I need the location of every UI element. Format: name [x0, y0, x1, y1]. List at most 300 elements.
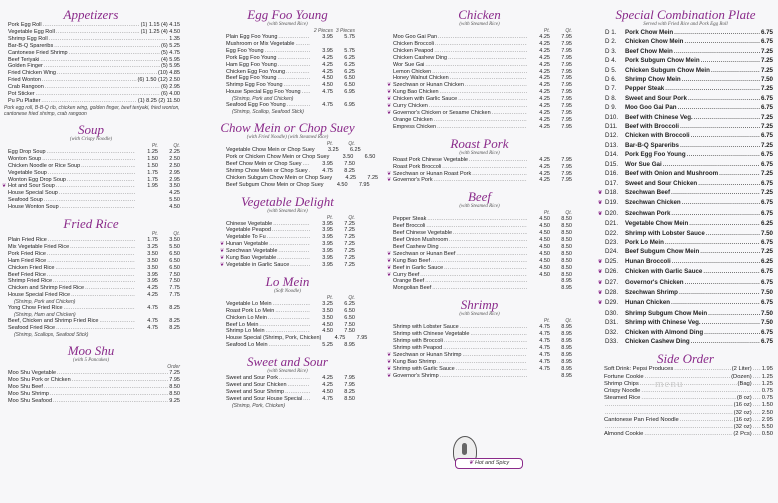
item-price-small: 4.75 — [147, 325, 158, 331]
item-code: D 3. — [605, 47, 617, 55]
leader-dots — [265, 48, 310, 55]
item-name: Pot Sticker — [8, 91, 35, 98]
item-price-small: 4.75 — [147, 305, 158, 312]
item-price-small: 4.25 — [539, 109, 550, 116]
item-name: Wor Sue Gai — [393, 61, 425, 68]
leader-dots — [425, 62, 527, 69]
item-name: Chicken Cashew Ding — [393, 54, 448, 61]
menu-item — [2, 318, 180, 325]
item-price-small: 4.75 — [147, 318, 158, 325]
menu-item — [598, 309, 773, 318]
leader-dots — [438, 34, 527, 41]
menu-item — [387, 285, 572, 292]
chili-pepper-icon: ❦ — [468, 460, 474, 466]
leader-dots — [47, 258, 135, 265]
item-code: D12. — [605, 132, 619, 140]
item-price-large: 7.25 — [344, 227, 355, 234]
leader-dots — [53, 398, 168, 405]
leader-dots — [679, 288, 760, 297]
item-price-small: 3.95 — [322, 255, 333, 262]
item-name: Sweet and Sour Pork — [625, 94, 687, 102]
leader-dots — [701, 56, 760, 65]
vegetable-delight-section — [220, 195, 355, 269]
fried-rice-header-1: Pt. — [151, 231, 158, 238]
menu-item — [2, 325, 180, 332]
hot-spicy-icon: ❦ — [387, 170, 392, 177]
hot-spicy-icon: ❦ — [220, 255, 225, 262]
item-price: 6.75 — [760, 328, 773, 336]
leader-dots — [277, 75, 310, 82]
item-price: 7.25 — [760, 113, 773, 121]
item-price-small: 3.50 — [342, 153, 354, 160]
shrimp-header-1: Pt. — [543, 318, 550, 325]
item-price-large: 5.75 — [344, 34, 355, 40]
hot-spicy-icon: ❦ — [387, 271, 392, 278]
egg-foo-young-header-1: 2 Pieces — [313, 28, 333, 34]
hot-spicy-icon: ❦ — [598, 189, 603, 196]
item-price-large: 6.95 — [344, 102, 355, 109]
menu-item — [598, 247, 773, 256]
leader-dots — [287, 102, 310, 109]
item-name: Seafood Soup — [8, 197, 43, 204]
item-price: 7.25 — [169, 369, 180, 376]
item-name: Szechwan Shrimp — [625, 288, 678, 296]
menu-item — [598, 198, 773, 208]
item-name: Roast Pork Chinese Vegetable — [393, 156, 468, 163]
item-name: Chicken and Shrimp Fried Rice — [8, 285, 85, 292]
menu-item — [220, 234, 355, 241]
chicken-title: Chicken — [458, 7, 501, 22]
leader-dots — [708, 309, 760, 318]
leader-dots — [671, 298, 760, 307]
item-price-large: 2.50 — [169, 162, 180, 169]
leader-dots — [444, 265, 527, 272]
item-name: Moo Shu Shrimp — [8, 390, 49, 397]
item-name: Crab Rangoon — [8, 84, 44, 91]
item-price-small: 4.50 — [539, 257, 550, 264]
leader-dots — [753, 366, 761, 373]
lo-mein-header-2: Qt. — [348, 294, 355, 301]
item-price-small: 1.75 — [147, 237, 158, 244]
menu-item — [387, 82, 572, 89]
item-price: 6.75 — [760, 299, 773, 307]
item-name: Roast Pork Lo Mein — [226, 307, 275, 314]
leader-dots — [57, 70, 157, 77]
menu-item — [2, 278, 180, 285]
item-name: Moo Goo Gai Pan — [625, 104, 677, 112]
leader-dots — [272, 227, 310, 234]
item-name: Vegetable Lo Mein — [226, 300, 272, 307]
item-price-small: 4.50 — [322, 389, 333, 395]
item-quantity: (Bag) — [737, 380, 752, 387]
item-name: Ham Fried Rice — [8, 257, 47, 264]
item-code: D16. — [605, 170, 619, 178]
item-name: Governor's Chicken or Sesame Chicken — [393, 109, 491, 116]
chicken-section — [387, 8, 572, 131]
hot-spicy-icon: ❦ — [387, 89, 392, 96]
item-name: Kung Bao Chicken — [393, 89, 439, 96]
menu-item — [598, 431, 773, 438]
leader-dots — [72, 377, 169, 384]
column-3 — [387, 4, 572, 386]
menu-item — [387, 278, 572, 285]
item-name: Beef, Chicken and Shrimp Fried Rice — [8, 318, 99, 325]
hot-spicy-icon: ❦ — [387, 351, 392, 358]
menu-item — [387, 164, 572, 171]
menu-item — [2, 50, 180, 57]
leader-dots — [663, 160, 760, 169]
menu-item — [598, 188, 773, 198]
item-code: D 4. — [605, 57, 617, 65]
leader-dots — [48, 170, 135, 177]
menu-item — [220, 382, 355, 389]
menu-item — [387, 75, 572, 82]
leader-dots — [462, 352, 527, 359]
item-price-large: 7.25 — [344, 234, 355, 241]
menu-item — [2, 285, 180, 292]
item-price-large: 8.95 — [561, 351, 572, 358]
menu-item — [2, 70, 180, 77]
item-price-small: 3.95 — [147, 278, 158, 285]
menu-item — [598, 288, 773, 298]
item-price-large: 6.50 — [344, 307, 355, 314]
leader-dots — [71, 292, 135, 299]
leader-dots — [687, 150, 760, 159]
menu-item — [598, 257, 773, 267]
item-name: Chicken with Garlic Sauce — [393, 96, 458, 103]
leader-dots — [753, 410, 761, 417]
item-price-large: 7.50 — [344, 160, 355, 167]
item-price-large: 5.75 — [344, 47, 355, 54]
item-name: Beef Chow Mein or Chop Suey — [226, 160, 302, 167]
menu-item — [387, 338, 572, 345]
item-price-large: 7.95 — [561, 103, 572, 110]
leader-dots — [453, 230, 527, 237]
item-name: Golden Finger — [8, 63, 43, 70]
menu-item — [387, 345, 572, 352]
leader-dots — [711, 66, 760, 75]
item-price: 6.75 — [760, 151, 773, 159]
roast-pork-subtitle: (with Steamed Rice) — [459, 150, 500, 156]
item-price-large: 6.25 — [344, 61, 355, 68]
hot-spicy-label: Hot and Spicy — [474, 460, 510, 466]
item-price: 7.95 — [169, 376, 180, 383]
item-code: D27. — [605, 278, 619, 286]
item-code: D20. — [605, 209, 619, 217]
item-price-large: 8.95 — [561, 372, 572, 379]
lo-mein-title: Lo Mein — [265, 273, 310, 289]
beef-header-1: Pt. — [543, 210, 550, 217]
item-name: Shrimp Egg Foo Young — [226, 82, 283, 89]
hot-spicy-icon: ❦ — [387, 257, 392, 264]
item-price: 7.25 — [760, 170, 773, 178]
menu-item — [598, 388, 773, 395]
leader-dots — [286, 69, 310, 76]
item-name: Wonton Soup — [8, 155, 42, 162]
leader-dots — [437, 124, 527, 131]
menu-item — [2, 384, 180, 391]
item-name: House Special Soup — [8, 190, 58, 197]
item-name: Seafood Fried Rice — [8, 325, 56, 331]
item-quantity: (8 oz) — [736, 395, 752, 402]
menu-item — [387, 366, 572, 373]
item-note: (Shrimp, Pork and Chicken) — [14, 299, 76, 306]
item-price: (1) 8.25 (2) 11.50 — [137, 97, 180, 104]
item-name: Seafood Lo Mein — [226, 342, 268, 349]
chicken-header-2: Qt. — [565, 28, 572, 34]
item-price: 7.25 — [760, 188, 773, 196]
item-price-small: 4.75 — [539, 324, 550, 331]
item-name: Beef with Onion and Mushroom — [625, 170, 719, 178]
item-name: Chicken Chow Mein — [625, 38, 684, 46]
item-price-large: 6.25 — [344, 300, 355, 307]
item-price-large: 8.95 — [561, 285, 572, 292]
leader-dots — [40, 57, 160, 64]
menu-item — [598, 56, 773, 65]
hot-spicy-icon: ❦ — [220, 241, 225, 248]
item-note: (Shrimp, Pork and Chicken) — [232, 96, 294, 103]
menu-item — [220, 34, 355, 41]
item-name: Pepper Steak — [625, 85, 665, 93]
item-code: D28. — [605, 288, 619, 296]
leader-dots — [266, 328, 310, 335]
leader-dots — [268, 315, 310, 322]
item-price: 6.75 — [760, 199, 773, 207]
hot-spicy-icon: ❦ — [387, 358, 392, 365]
item-price-small: 4.50 — [539, 223, 550, 230]
item-price-small: 4.50 — [322, 321, 333, 328]
item-price-small: 1.50 — [147, 155, 158, 162]
leader-dots — [53, 278, 135, 285]
item-price: 7.50 — [760, 319, 773, 327]
item-name: Beef Cashew Ding — [393, 243, 439, 250]
menu-item — [387, 157, 572, 164]
menu-item — [2, 292, 180, 299]
item-price-large: 8.25 — [169, 305, 180, 312]
item-name: Chicken Broccoli — [393, 40, 434, 47]
item-price-small: 3.95 — [322, 241, 333, 248]
leader-dots — [684, 37, 760, 46]
item-price-large: 2.25 — [169, 148, 180, 155]
leader-dots — [703, 267, 760, 276]
menu-item — [220, 227, 355, 234]
appetizers-title: Appetizers — [63, 7, 119, 22]
menu-item — [387, 117, 572, 124]
leader-dots — [682, 75, 760, 84]
hot-spicy-icon: ❦ — [387, 264, 392, 271]
menu-item — [220, 55, 355, 62]
leader-dots — [43, 22, 140, 29]
item-name: Vegetable Peapod — [226, 227, 271, 234]
menu-item — [387, 216, 572, 223]
item-price-large: 7.25 — [344, 248, 355, 255]
item-price-large: 7.50 — [169, 278, 180, 285]
item-name: Chicken with Garlic Sauce — [625, 268, 703, 276]
leader-dots — [44, 63, 160, 70]
menu-item — [2, 177, 180, 184]
hot-spicy-icon: ❦ — [220, 248, 225, 255]
leader-dots — [605, 410, 733, 417]
leader-dots — [49, 36, 169, 43]
item-name: Szechwan Pork — [625, 209, 671, 217]
item-price-large: 7.50 — [169, 271, 180, 278]
item-price-small: 4.25 — [539, 177, 550, 184]
leader-dots — [665, 84, 760, 93]
item-name: Beef Subgum Chow Mein — [625, 248, 700, 256]
menu-item — [2, 370, 180, 377]
menu-item — [220, 181, 370, 189]
item-price: 1.95 — [761, 366, 773, 373]
leader-dots — [429, 103, 527, 110]
item-price-small: 4.25 — [539, 82, 550, 89]
item-price-small: 1.25 — [147, 148, 158, 155]
leader-dots — [42, 156, 135, 163]
item-price-small: 3.95 — [322, 47, 333, 54]
leader-dots — [277, 255, 310, 262]
item-name: Shrimp with Chinese Veg. — [625, 319, 701, 327]
item-price-large: 7.25 — [367, 174, 379, 181]
item-price: 7.25 — [760, 85, 773, 93]
shrimp-title: Shrimp — [460, 297, 499, 313]
item-note: (Shrimp, Scallop, Seafood Stick) — [232, 109, 304, 116]
item-price-small: 1.75 — [147, 169, 158, 176]
item-code: D21. — [605, 220, 619, 228]
menu-item — [220, 221, 355, 228]
item-price-small: 3.25 — [322, 300, 333, 307]
item-name: Shrimp with Peapod — [393, 345, 443, 351]
item-price-large: 8.95 — [561, 365, 572, 372]
item-price-small: 4.25 — [539, 75, 550, 82]
item-name: Egg Foo Young — [226, 47, 264, 54]
item-price-small: 4.50 — [539, 230, 550, 237]
leader-dots — [67, 177, 135, 184]
menu-item — [2, 244, 180, 251]
menu-item — [387, 324, 572, 331]
menu-item — [598, 75, 773, 84]
item-price-small: 4.50 — [322, 82, 333, 89]
leader-dots — [269, 241, 310, 248]
hot-spicy-icon: ❦ — [2, 183, 7, 190]
hot-spicy-icon: ❦ — [387, 109, 392, 116]
beef-header-2: Qt. — [565, 210, 572, 217]
sweet-and-sour-section — [220, 355, 355, 409]
item-code: D19. — [605, 199, 619, 207]
item-price-large: 7.75 — [169, 292, 180, 299]
item-price: 6.25 — [760, 220, 773, 228]
menu-item — [598, 395, 773, 402]
item-name: Pork Chow Mein — [625, 29, 674, 36]
item-price-large: 6.50 — [344, 75, 355, 82]
item-code: D33. — [605, 338, 619, 345]
menu-item — [2, 57, 180, 64]
menu-item — [2, 170, 180, 177]
item-price-small: 4.75 — [539, 338, 550, 345]
item-price-large: 5.50 — [169, 243, 180, 250]
sweet-and-sour-title: Sweet and Sour — [247, 354, 328, 370]
leader-dots — [277, 55, 310, 62]
item-price-large: 8.95 — [561, 358, 572, 365]
leader-dots — [435, 41, 527, 48]
item-name: Moo Shu Pork or Chicken — [8, 376, 71, 383]
leader-dots — [440, 373, 527, 380]
item-price-large: 7.25 — [344, 220, 355, 227]
hot-spicy-icon: ❦ — [598, 258, 603, 265]
menu-item — [598, 337, 773, 346]
lo-mein-subtitle: (Soft Noodle) — [274, 288, 301, 294]
leader-dots — [425, 278, 527, 285]
item-price-large: 7.95 — [344, 382, 355, 389]
menu-item — [220, 147, 361, 154]
item-price-large: 8.50 — [561, 216, 572, 223]
item-price-small: 4.50 — [539, 250, 550, 257]
item-price-large: 6.95 — [344, 89, 355, 96]
item-price-small: 4.25 — [539, 116, 550, 123]
leader-dots — [426, 223, 527, 230]
leader-dots — [674, 366, 730, 373]
leader-dots — [303, 396, 310, 403]
menu-item — [2, 149, 180, 156]
item-price: 7.25 — [760, 141, 773, 149]
item-name: House Special Egg Foo Young — [226, 89, 301, 96]
item-price: 5.50 — [761, 424, 773, 431]
item-name: Curry Chicken — [393, 103, 428, 110]
item-name: Chicken Lo Mein — [226, 314, 267, 321]
menu-item — [598, 381, 773, 388]
item-name: Pork Fried Rice — [8, 250, 46, 257]
item-price: 8.50 — [169, 390, 180, 397]
item-price-large: 6.25 — [344, 54, 355, 61]
item-name: Wor Sue Gai — [625, 160, 662, 168]
menu-item — [387, 331, 572, 338]
item-price-small: 4.75 — [322, 167, 333, 174]
item-price-small: 4.75 — [334, 335, 346, 342]
item-name: Beef Subgum Chow Mein or Chop Suey — [226, 181, 324, 188]
item-name: Shrimp Subgum Chow Mein — [625, 309, 708, 317]
item-price-small: 4.50 — [539, 271, 550, 278]
item-price-large: 7.95 — [561, 47, 572, 54]
item-name: Crispy Noodle — [604, 388, 641, 395]
item-name: Governor's Chicken — [625, 278, 684, 286]
item-price: 7.50 — [760, 76, 773, 84]
leader-dots — [688, 94, 760, 103]
item-name: Shrimp with Chinese Vegetable — [393, 331, 470, 338]
leader-dots — [47, 251, 135, 258]
item-name: Chicken with Almond Ding — [625, 328, 704, 336]
item-price-small: 4.25 — [345, 174, 357, 181]
item-price-small: 3.50 — [322, 307, 333, 314]
item-price-large: 2.95 — [169, 169, 180, 176]
leader-dots — [302, 89, 310, 96]
item-price-small: 3.95 — [322, 227, 333, 234]
menu-item — [598, 238, 773, 247]
item-name: Beef Onion Mushroom — [393, 237, 449, 244]
menu-item — [387, 265, 572, 272]
vegetable-delight-subtitle: (with Steamed Rice) — [267, 208, 308, 214]
item-price-large: 6.25 — [349, 147, 361, 154]
menu-item — [220, 335, 368, 342]
leader-dots — [56, 29, 140, 36]
menu-item — [220, 241, 355, 248]
leader-dots — [56, 183, 135, 190]
item-code: D17. — [605, 179, 619, 187]
item-name: Chicken Egg Foo Young — [226, 68, 286, 75]
item-name: Pork Egg Roll — [8, 22, 42, 28]
column-2 — [220, 4, 379, 415]
menu-item — [598, 179, 773, 188]
leader-dots — [432, 69, 527, 76]
item-price: 2.50 — [761, 409, 773, 416]
item-code: D25. — [605, 257, 619, 265]
